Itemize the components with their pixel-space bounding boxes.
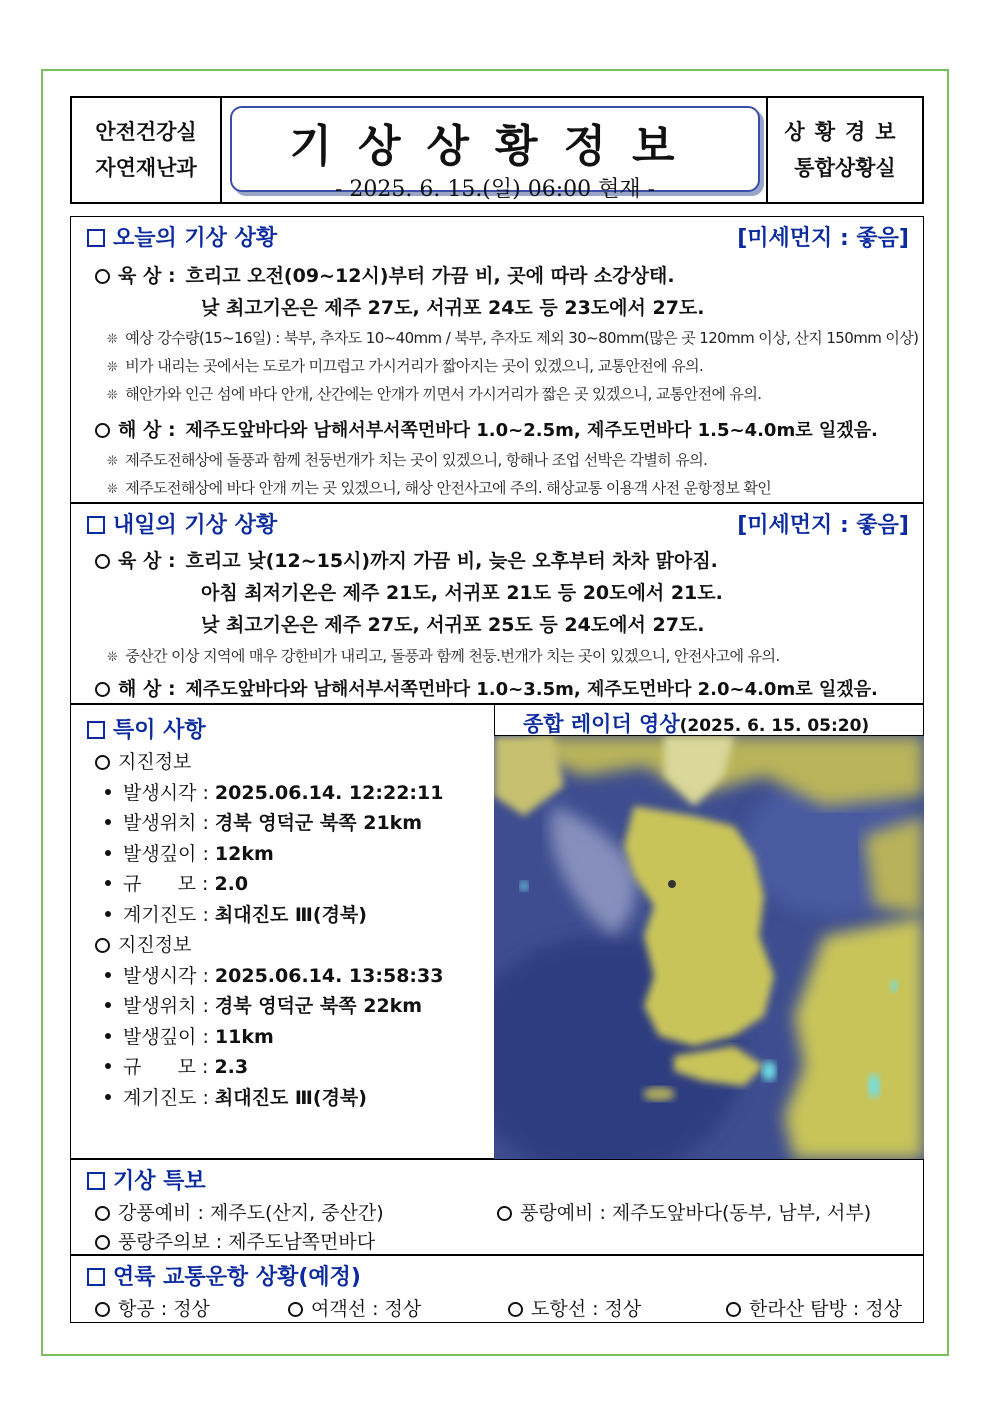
today-land-line2: 낮 최고기온은 제주 27도, 서귀포 24도 등 23도에서 27도. [201,297,705,319]
office-label [766,98,922,202]
note-mark-icon: ❊ [107,332,118,347]
warnings-heading: 기상 특보 [87,1164,206,1195]
bullet-dot-icon [105,1063,111,1069]
transport-item-hallasan: 한라산 탐방 : 정상 [726,1294,902,1321]
radar-caption: 종합 레이더 영상(2025. 6. 15. 05:20) [523,712,870,736]
checkbox-icon [87,516,105,534]
document-header [70,96,924,204]
radar-image [494,735,924,1159]
circle-bullet-icon [95,554,110,569]
tomorrow-land-line2: 아침 최저기온은 제주 21도, 서귀포 21도 등 20도에서 21도. [201,582,723,604]
tomorrow-land-line3: 낮 최고기온은 제주 27도, 서귀포 25도 등 24도에서 27도. [201,614,705,636]
quake-row: 규 모 : 2.3 [105,1052,248,1079]
circle-bullet-icon [95,1206,110,1221]
transport-item-island-ferry: 도항선 : 정상 [508,1294,641,1321]
today-dust-badge: [미세먼지 : 좋음] [737,226,909,251]
circle-bullet-icon [95,938,110,953]
circle-bullet-icon [95,755,110,770]
today-heading: 오늘의 기상 상황 [87,221,277,252]
quake-row: 발생시각 : 2025.06.14. 13:58:33 [105,961,443,988]
tomorrow-note: ❊ 중산간 이상 지역에 매우 강한비가 내리고, 돌풍과 함께 천둥.번개가 치는 곳이 있겠으니, 안전사고에 유의. [107,647,780,665]
tomorrow-dust-badge: [미세먼지 : 좋음] [737,513,909,538]
bullet-dot-icon [105,850,111,856]
today-section [70,216,924,503]
bullet-dot-icon [105,911,111,917]
note-mark-icon: ❊ [107,388,118,403]
transport-section [70,1255,924,1323]
special-section [70,704,924,1159]
note-mark-icon: ❊ [107,360,118,375]
note-mark-icon: ❊ [107,454,118,469]
circle-bullet-icon [95,682,110,697]
quake-row: 발생깊이 : 12km [105,839,274,866]
bullet-dot-icon [105,880,111,886]
quake-title: 지진정보 [95,930,191,957]
title-box [230,106,760,202]
today-land-line1: 육 상 : 흐리고 오전(09~12시)부터 가끔 비, 곳에 따라 소강상태. [95,261,675,288]
circle-bullet-icon [95,269,110,284]
tomorrow-section [70,503,924,704]
circle-bullet-icon [288,1302,303,1317]
bullet-dot-icon [105,1033,111,1039]
warning-item-advisory: 풍랑주의보 : 제주도남쪽먼바다 [95,1227,375,1254]
today-note-rain: ❊ 예상 강수량(15~16일) : 북부, 추자도 10~40mm / 북부, 추자도 제외 30~80mm(많은 곳 120mm 이상, 산지 150mm 이상) [107,329,919,347]
checkbox-icon [87,229,105,247]
warning-item-wind: 강풍예비 : 제주도(산지, 중산간) [95,1198,384,1225]
checkbox-icon [87,1172,105,1190]
circle-bullet-icon [726,1302,741,1317]
transport-heading: 연륙 교통운항 상황(예정) [87,1260,361,1291]
quake-row: 규 모 : 2.0 [105,869,248,896]
tomorrow-heading: 내일의 기상 상황 [87,508,277,539]
bullet-dot-icon [105,789,111,795]
quake-row: 계기진도 : 최대진도 Ⅲ(경북) [105,900,367,927]
quake-row: 발생깊이 : 11km [105,1022,274,1049]
radar-satellite-map [494,736,924,1159]
today-note-fog: ❊ 해안가와 인근 섬에 바다 안개, 산간에는 안개가 끼면서 가시거리가 짧은 곳 있겠으니, 교통안전에 유의. [107,385,762,403]
quake-row: 발생시각 : 2025.06.14. 12:22:11 [105,778,443,805]
bullet-dot-icon [105,1094,111,1100]
checkbox-icon [87,721,105,739]
department-line2: 자연재난과 [95,156,197,180]
circle-bullet-icon [95,1235,110,1250]
today-sea: 해 상 : 제주도앞바다와 남해서부서쪽먼바다 1.0~2.5m, 제주도먼바다 1.5~4.0m로 일겠음. [95,415,878,442]
quake-row: 발생위치 : 경북 영덕군 북쪽 22km [105,991,422,1018]
circle-bullet-icon [95,423,110,438]
bullet-dot-icon [105,1002,111,1008]
transport-item-ferry: 여객선 : 정상 [288,1294,421,1321]
today-sea-note1: ❊ 제주도전해상에 돌풍과 함께 천둥번개가 치는 곳이 있겠으니, 항해나 조업 선박은 각별히 유의. [107,451,708,469]
tomorrow-land-line1: 육 상 : 흐리고 낮(12~15시)까지 가끔 비, 늦은 오후부터 차차 맑아짐. [95,546,718,573]
circle-bullet-icon [95,1302,110,1317]
checkbox-icon [87,1268,105,1286]
office-line1: 상황경보 [784,120,906,144]
note-mark-icon: ❊ [107,482,118,497]
bullet-dot-icon [105,819,111,825]
note-mark-icon: ❊ [107,650,118,665]
page-subtitle: - 2025. 6. 15.(일) 06:00 현재 - [334,177,656,202]
quake-row: 발생위치 : 경북 영덕군 북쪽 21km [105,808,422,835]
today-sea-note2: ❊ 제주도전해상에 바다 안개 끼는 곳 있겠으니, 해상 안전사고에 주의. 해상교통 이용객 사전 운항정보 확인 [107,479,772,497]
circle-bullet-icon [497,1206,512,1221]
transport-item-air: 항공 : 정상 [95,1294,210,1321]
bullet-dot-icon [105,972,111,978]
circle-bullet-icon [508,1302,523,1317]
warnings-section [70,1159,924,1255]
today-note-road: ❊ 비가 내리는 곳에서는 도로가 미끄럽고 가시거리가 짧아지는 곳이 있겠으니, 교통안전에 유의. [107,357,704,375]
warning-item-wave: 풍랑예비 : 제주도앞바다(동부, 남부, 서부) [497,1198,871,1225]
page-title: 기상상황정보 [289,121,701,172]
special-heading: 특이 사항 [87,713,206,744]
office-line2: 통합상황실 [794,156,896,180]
department-line1: 안전건강실 [95,120,197,144]
quake-row: 계기진도 : 최대진도 Ⅲ(경북) [105,1083,367,1110]
department-label [72,98,222,202]
tomorrow-sea: 해 상 : 제주도앞바다와 남해서부서쪽먼바다 1.0~3.5m, 제주도먼바다 2.0~4.0m로 일겠음. [95,674,878,701]
quake-title: 지진정보 [95,747,191,774]
